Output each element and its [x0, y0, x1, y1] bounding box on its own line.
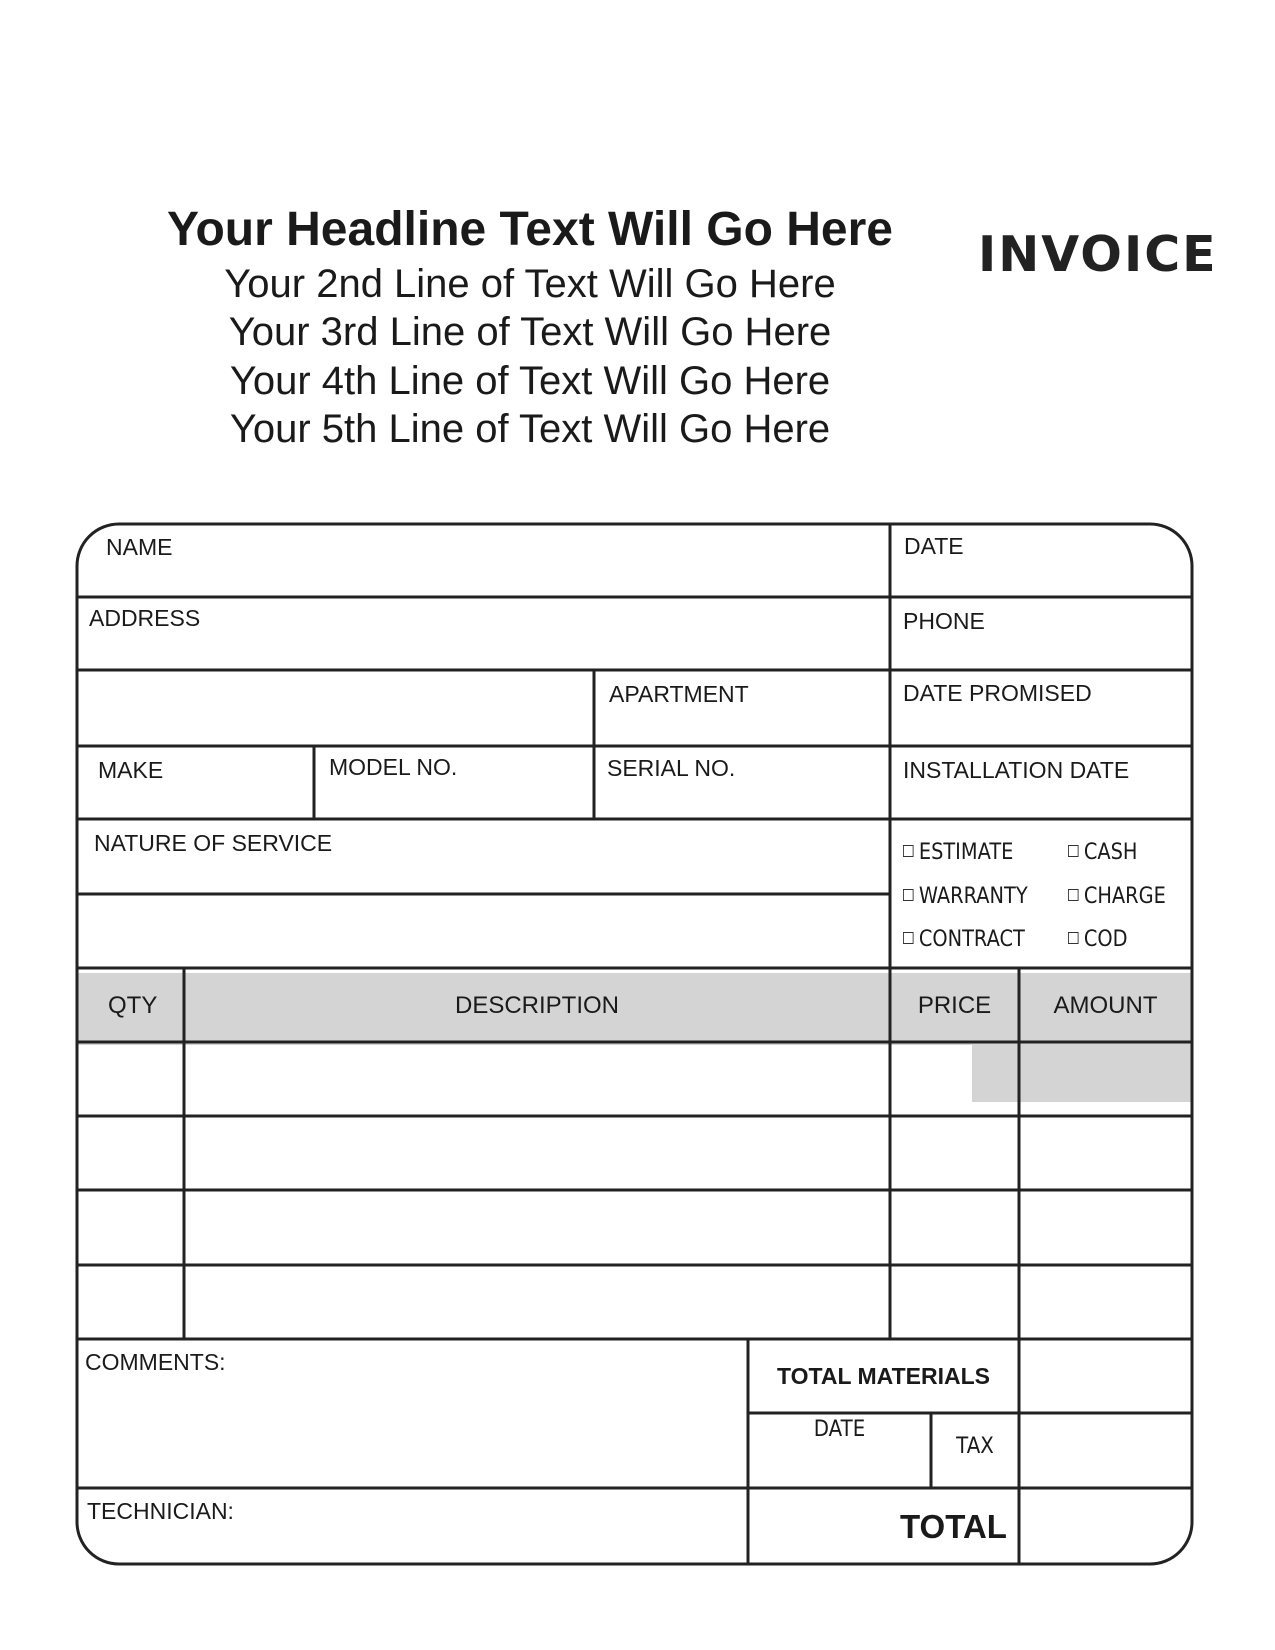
column-header-price: PRICE: [917, 992, 992, 1019]
line-items: [78, 1044, 1191, 1336]
table-row[interactable]: [78, 1044, 1191, 1116]
address-field[interactable]: ADDRESS: [89, 605, 201, 631]
total-materials-value[interactable]: [1021, 1341, 1191, 1411]
date-promised-field[interactable]: DATE PROMISED: [903, 680, 1092, 706]
table-row[interactable]: [78, 1118, 1191, 1190]
apartment-field[interactable]: APARTMENT: [609, 681, 749, 707]
header-line-5: Your 5th Line of Text Will Go Here: [229, 407, 831, 451]
option-estimate[interactable]: ESTIMATE: [903, 842, 1013, 864]
option-cash[interactable]: CASH: [1068, 842, 1137, 864]
checkbox-icon[interactable]: [903, 932, 914, 944]
total-label: TOTAL: [900, 1508, 1007, 1545]
option-contract[interactable]: CONTRACT: [903, 929, 1025, 951]
tax-value[interactable]: [1021, 1415, 1191, 1486]
installation-date-field[interactable]: INSTALLATION DATE: [903, 757, 1130, 783]
model-no-field[interactable]: MODEL NO.: [329, 754, 458, 780]
checkbox-icon[interactable]: [1068, 889, 1079, 901]
header-line-2: Your 2nd Line of Text Will Go Here: [224, 262, 836, 306]
option-cod[interactable]: COD: [1068, 929, 1128, 951]
checkbox-icon[interactable]: [903, 889, 914, 901]
name-field[interactable]: NAME: [106, 534, 173, 560]
checkbox-icon[interactable]: [1068, 845, 1079, 857]
total-materials-label: TOTAL MATERIALS: [777, 1363, 990, 1389]
header-line-3: Your 3rd Line of Text Will Go Here: [228, 310, 832, 354]
header-line-4: Your 4th Line of Text Will Go Here: [229, 359, 831, 403]
headline: Your Headline Text Will Go Here: [167, 203, 893, 256]
make-field[interactable]: MAKE: [98, 757, 164, 783]
checkbox-icon[interactable]: [903, 845, 914, 857]
checkbox-icon[interactable]: [1068, 932, 1079, 944]
technician-field[interactable]: TECHNICIAN:: [87, 1498, 234, 1524]
column-header-qty: QTY: [108, 992, 158, 1019]
column-header-description: DESCRIPTION: [454, 992, 619, 1019]
serial-no-field[interactable]: SERIAL NO.: [607, 755, 736, 781]
phone-field[interactable]: PHONE: [903, 608, 985, 634]
total-value[interactable]: [1021, 1490, 1171, 1562]
option-charge[interactable]: CHARGE: [1068, 886, 1166, 908]
table-row[interactable]: [78, 1267, 1191, 1339]
nature-of-service-field[interactable]: NATURE OF SERVICE: [94, 830, 333, 856]
tax-label: TAX: [956, 1434, 994, 1459]
date-field-footer[interactable]: DATE: [813, 1417, 866, 1442]
table-row[interactable]: [78, 1192, 1191, 1264]
column-header-amount: AMOUNT: [1053, 992, 1158, 1019]
comments-field[interactable]: COMMENTS:: [85, 1349, 226, 1375]
option-warranty[interactable]: WARRANTY: [903, 886, 1028, 908]
date-field[interactable]: DATE: [904, 533, 964, 559]
invoice-title: INVOICE: [978, 226, 1218, 283]
